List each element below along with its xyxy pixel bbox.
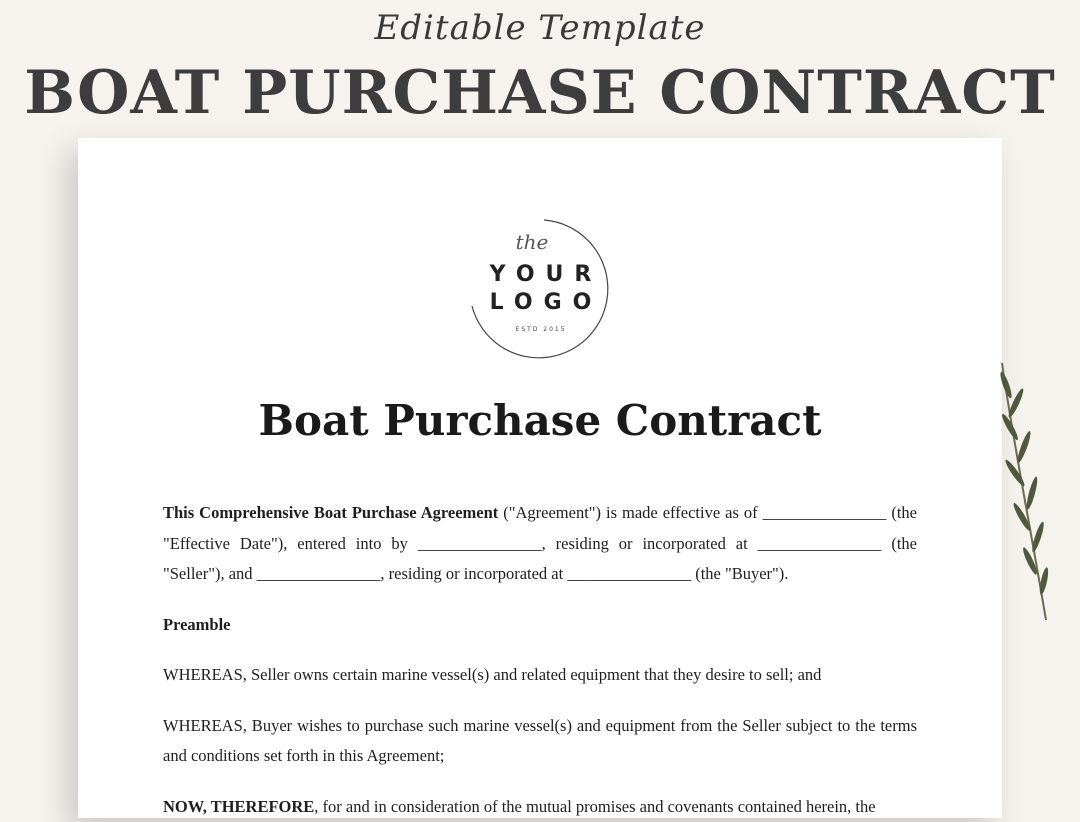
- now-therefore-paragraph: [163, 792, 917, 822]
- intro-paragraph: [163, 498, 917, 590]
- olive-branch-icon: [990, 355, 1060, 635]
- logo-established-text: ESTD 2015: [466, 326, 616, 333]
- intro-text: ("Agreement") is made effective as of _______________ (the "Effective Date"), entered into by _______________, residing or incorporated at _______________ (the "Seller"), and _______________, residing or incorporated at _______________ (the "Buyer").: [163, 503, 917, 583]
- now-therefore-text: , for and in consideration of the mutual promises and covenants contained herein, the: [314, 797, 875, 816]
- logo: [466, 214, 616, 364]
- whereas-paragraph-1: WHEREAS, Seller owns certain marine vessel(s) and related equipment that they desire to sell; and: [163, 660, 917, 691]
- intro-bold-text: This Comprehensive Boat Purchase Agreement: [163, 503, 498, 522]
- document-page: [78, 138, 1002, 818]
- document-body: [163, 498, 917, 822]
- logo-text-line-1: YOUR: [466, 262, 616, 287]
- banner-title: BOAT PURCHASE CONTRACT: [0, 58, 1080, 128]
- banner-subtitle: Editable Template: [0, 8, 1080, 48]
- logo-text-line-2: LOGO: [466, 290, 616, 315]
- whereas-paragraph-2: WHEREAS, Buyer wishes to purchase such marine vessel(s) and equipment from the Seller subject to the terms and conditions set forth in this Agreement;: [163, 711, 917, 772]
- logo-script-text: the: [502, 230, 562, 254]
- now-therefore-bold-text: NOW, THEREFORE: [163, 797, 314, 816]
- document-title: Boat Purchase Contract: [78, 396, 1002, 445]
- preamble-heading: Preamble: [163, 610, 917, 641]
